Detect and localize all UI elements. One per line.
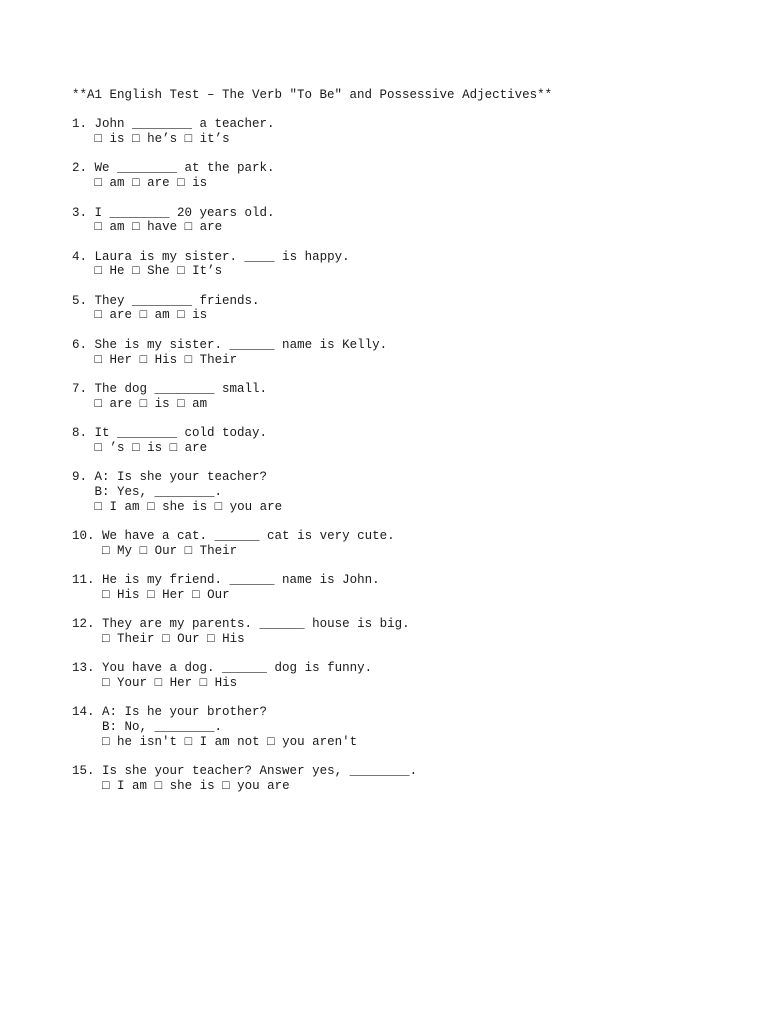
question-10 xyxy=(72,529,732,558)
question-line-text: He is my friend. ______ name is John. xyxy=(102,573,380,588)
answer-option-label: is xyxy=(192,176,208,191)
checkbox-icon[interactable]: □ xyxy=(94,440,103,455)
checkbox-icon[interactable]: □ xyxy=(169,440,178,455)
question-line-text: It ________ cold today. xyxy=(94,426,268,441)
question-line-text: A: Is she your teacher? xyxy=(94,470,268,485)
answer-option[interactable] xyxy=(147,500,207,514)
checkbox-icon[interactable]: □ xyxy=(94,220,103,235)
question-line-text: They are my parents. ______ house is big. xyxy=(102,617,410,632)
question-line-text: She is my sister. ______ name is Kelly. xyxy=(94,337,388,352)
answer-options xyxy=(72,132,732,147)
answer-options xyxy=(72,264,732,279)
answer-option-label: she is xyxy=(162,499,208,514)
question-number: 9. xyxy=(72,470,88,485)
question-number: 6. xyxy=(72,337,88,352)
answer-option[interactable] xyxy=(177,308,207,322)
question-text xyxy=(72,426,732,441)
question-14 xyxy=(72,705,732,749)
question-text xyxy=(72,117,732,132)
question-number: 8. xyxy=(72,426,88,441)
checkbox-icon[interactable]: □ xyxy=(184,543,193,558)
answer-option[interactable] xyxy=(132,176,170,190)
answer-option[interactable] xyxy=(102,779,147,793)
answer-option-label: are xyxy=(147,176,170,191)
answer-option-label: you are xyxy=(229,499,283,514)
answer-options xyxy=(72,441,732,456)
answer-option-label: I am xyxy=(109,499,140,514)
answer-options xyxy=(72,308,732,323)
question-number: 12. xyxy=(72,617,95,632)
answer-options xyxy=(72,779,732,794)
question-number: 10. xyxy=(72,528,95,543)
question-text xyxy=(72,573,732,588)
answer-options xyxy=(72,500,732,515)
question-text xyxy=(72,250,732,265)
question-line-text: We have a cat. ______ cat is very cute. xyxy=(102,528,395,543)
answer-option-label: she is xyxy=(169,778,215,793)
answer-option[interactable] xyxy=(155,676,193,690)
checkbox-icon[interactable]: □ xyxy=(177,264,185,279)
answer-option-label: He xyxy=(109,264,125,279)
checkbox-icon[interactable]: □ xyxy=(94,264,103,279)
checkbox-icon[interactable]: □ xyxy=(154,778,163,793)
checkbox-icon[interactable]: □ xyxy=(192,587,200,602)
page-title: **A1 English Test – The Verb "To Be" and Possessive Adjectives** xyxy=(72,88,553,102)
answer-option-label: His xyxy=(154,352,178,367)
answer-option-label: It’s xyxy=(192,264,223,279)
checkbox-icon[interactable]: □ xyxy=(132,220,140,235)
answer-option-label: have xyxy=(147,220,178,235)
answer-option[interactable] xyxy=(200,676,238,690)
question-text xyxy=(72,206,732,221)
question-line-text: We ________ at the park. xyxy=(94,161,275,176)
checkbox-icon[interactable]: □ xyxy=(222,778,230,793)
checkbox-icon[interactable]: □ xyxy=(177,308,185,323)
answer-option[interactable] xyxy=(102,588,140,602)
answer-options xyxy=(72,397,732,412)
checkbox-icon[interactable]: □ xyxy=(147,499,155,514)
checkbox-icon[interactable]: □ xyxy=(94,308,103,323)
checkbox-icon[interactable]: □ xyxy=(102,778,110,793)
question-line-text: They ________ friends. xyxy=(94,293,260,308)
answer-option[interactable] xyxy=(177,176,207,190)
answer-option[interactable] xyxy=(185,132,230,146)
worksheet-page xyxy=(72,88,732,808)
answer-option-label: is xyxy=(109,132,125,147)
question-text xyxy=(72,382,732,397)
answer-option[interactable] xyxy=(207,632,245,646)
answer-option[interactable] xyxy=(95,220,125,234)
answer-option-label: His xyxy=(222,631,245,646)
answer-option[interactable] xyxy=(147,588,185,602)
answer-option-label: Our xyxy=(177,631,200,646)
answer-option[interactable] xyxy=(102,735,177,749)
question-5 xyxy=(72,294,732,323)
checkbox-icon[interactable]: □ xyxy=(267,734,275,749)
answer-option-label: am xyxy=(109,176,125,191)
question-text-continued xyxy=(72,720,732,735)
question-number: 13. xyxy=(72,661,95,676)
answer-option[interactable] xyxy=(215,500,283,514)
checkbox-icon[interactable]: □ xyxy=(94,396,103,411)
checkbox-icon[interactable]: □ xyxy=(94,352,103,367)
question-8 xyxy=(72,426,732,455)
checkbox-icon[interactable]: □ xyxy=(139,396,148,411)
question-6 xyxy=(72,338,732,367)
answer-option[interactable] xyxy=(95,353,133,367)
answer-option-label: His xyxy=(214,675,238,690)
answer-option[interactable] xyxy=(102,676,147,690)
question-number: 14. xyxy=(72,705,95,720)
answer-option-label: Their xyxy=(199,543,238,558)
checkbox-icon[interactable]: □ xyxy=(184,352,193,367)
question-line-text: I ________ 20 years old. xyxy=(94,205,275,220)
answer-options xyxy=(72,735,732,750)
answer-options xyxy=(72,544,732,559)
answer-option-label: he’s xyxy=(147,132,178,147)
question-list xyxy=(72,117,732,793)
question-text-continued xyxy=(72,485,732,500)
question-12 xyxy=(72,617,732,646)
question-11 xyxy=(72,573,732,602)
answer-options xyxy=(72,353,732,368)
answer-option-label: he isn't xyxy=(117,734,178,749)
question-number: 3. xyxy=(72,205,88,220)
answer-option[interactable] xyxy=(95,441,125,455)
answer-option[interactable] xyxy=(185,544,238,558)
question-text xyxy=(72,338,732,353)
answer-option[interactable] xyxy=(185,220,223,234)
answer-options xyxy=(72,220,732,235)
question-line-text: John ________ a teacher. xyxy=(94,117,275,132)
answer-option-label: is xyxy=(192,308,208,323)
answer-options xyxy=(72,588,732,603)
answer-option-label: Your xyxy=(117,675,148,690)
checkbox-icon[interactable]: □ xyxy=(214,499,223,514)
answer-option-label: My xyxy=(117,543,133,558)
checkbox-icon[interactable]: □ xyxy=(207,631,215,646)
question-text xyxy=(72,617,732,632)
checkbox-icon[interactable]: □ xyxy=(162,631,170,646)
answer-option-label: it’s xyxy=(199,132,230,147)
answer-option-label: ’s xyxy=(109,440,125,455)
answer-option-label: am xyxy=(192,396,208,411)
question-line-text: B: No, ________. xyxy=(102,720,223,735)
answer-option[interactable] xyxy=(132,441,162,455)
checkbox-icon[interactable]: □ xyxy=(147,587,155,602)
question-text xyxy=(72,705,732,720)
answer-option[interactable] xyxy=(267,735,357,749)
answer-option[interactable] xyxy=(95,176,125,190)
answer-options xyxy=(72,632,732,647)
answer-options xyxy=(72,676,732,691)
answer-option[interactable] xyxy=(140,544,178,558)
answer-option[interactable] xyxy=(140,397,170,411)
answer-option-label: Our xyxy=(207,587,230,602)
question-line-text: Is she your teacher? Answer yes, ________. xyxy=(102,764,418,779)
answer-option[interactable] xyxy=(102,544,132,558)
checkbox-icon[interactable]: □ xyxy=(154,675,163,690)
checkbox-icon[interactable]: □ xyxy=(184,220,193,235)
answer-option[interactable] xyxy=(177,264,222,278)
answer-option-label: am xyxy=(154,308,170,323)
answer-option[interactable] xyxy=(177,397,207,411)
checkbox-icon[interactable]: □ xyxy=(139,352,148,367)
checkbox-icon[interactable]: □ xyxy=(184,734,193,749)
answer-option[interactable] xyxy=(95,500,140,514)
answer-option-label: am xyxy=(109,220,125,235)
answer-option-label: you are xyxy=(237,778,290,793)
answer-option-label: are xyxy=(109,396,133,411)
checkbox-icon[interactable]: □ xyxy=(102,734,110,749)
checkbox-icon[interactable]: □ xyxy=(184,132,193,147)
checkbox-icon[interactable]: □ xyxy=(102,543,110,558)
answer-option[interactable] xyxy=(185,353,238,367)
checkbox-icon[interactable]: □ xyxy=(94,132,103,147)
checkbox-icon[interactable]: □ xyxy=(139,308,148,323)
question-text xyxy=(72,294,732,309)
answer-option[interactable] xyxy=(155,779,215,793)
question-number: 7. xyxy=(72,381,88,396)
answer-option[interactable] xyxy=(132,264,170,278)
checkbox-icon[interactable]: □ xyxy=(94,176,103,191)
answer-option-label: you aren't xyxy=(282,734,358,749)
answer-option-label: are xyxy=(199,220,223,235)
checkbox-icon[interactable]: □ xyxy=(199,675,208,690)
question-number: 5. xyxy=(72,293,88,308)
answer-options xyxy=(72,176,732,191)
checkbox-icon[interactable]: □ xyxy=(102,631,110,646)
answer-option[interactable] xyxy=(192,588,230,602)
answer-option-label: I am not xyxy=(199,734,260,749)
answer-option[interactable] xyxy=(132,220,177,234)
question-number: 1. xyxy=(72,117,88,132)
answer-option[interactable] xyxy=(102,632,155,646)
answer-option[interactable] xyxy=(185,735,260,749)
question-line-text: B: Yes, ________. xyxy=(94,484,223,499)
answer-option[interactable] xyxy=(95,397,133,411)
checkbox-icon[interactable]: □ xyxy=(102,675,110,690)
answer-option-label: Her xyxy=(109,352,133,367)
question-line-text: A: Is he your brother? xyxy=(102,705,268,720)
checkbox-icon[interactable]: □ xyxy=(177,176,185,191)
question-number: 15. xyxy=(72,764,95,779)
question-7 xyxy=(72,382,732,411)
checkbox-icon[interactable]: □ xyxy=(139,543,148,558)
answer-option-label: I am xyxy=(117,778,148,793)
answer-option[interactable] xyxy=(140,308,170,322)
answer-option[interactable] xyxy=(170,441,208,455)
question-number: 2. xyxy=(72,161,88,176)
question-text xyxy=(72,529,732,544)
checkbox-icon[interactable]: □ xyxy=(132,132,140,147)
answer-option-label: Their xyxy=(199,352,238,367)
question-number: 4. xyxy=(72,249,88,264)
answer-option[interactable] xyxy=(95,132,125,146)
answer-option-label: are xyxy=(184,440,208,455)
question-4 xyxy=(72,250,732,279)
answer-option[interactable] xyxy=(222,779,290,793)
question-13 xyxy=(72,661,732,690)
question-line-text: The dog ________ small. xyxy=(94,381,268,396)
answer-option-label: His xyxy=(117,587,140,602)
question-text xyxy=(72,470,732,485)
answer-option-label: Her xyxy=(162,587,185,602)
answer-option[interactable] xyxy=(132,132,177,146)
answer-option-label: is xyxy=(154,396,170,411)
answer-option[interactable] xyxy=(95,264,125,278)
checkbox-icon[interactable]: □ xyxy=(132,440,140,455)
question-number: 11. xyxy=(72,573,95,588)
checkbox-icon[interactable]: □ xyxy=(94,499,103,514)
checkbox-icon[interactable]: □ xyxy=(132,264,140,279)
question-15 xyxy=(72,764,732,793)
question-9 xyxy=(72,470,732,514)
question-3 xyxy=(72,206,732,235)
checkbox-icon[interactable]: □ xyxy=(102,587,110,602)
checkbox-icon[interactable]: □ xyxy=(132,176,140,191)
answer-option-label: Their xyxy=(117,631,155,646)
question-text xyxy=(72,764,732,779)
answer-option-label: are xyxy=(109,308,133,323)
question-text xyxy=(72,161,732,176)
question-line-text: Laura is my sister. ____ is happy. xyxy=(94,249,350,264)
question-line-text: You have a dog. ______ dog is funny. xyxy=(102,661,373,676)
answer-option-label: is xyxy=(147,440,163,455)
answer-option[interactable] xyxy=(162,632,200,646)
answer-option[interactable] xyxy=(140,353,178,367)
answer-option-label: Our xyxy=(154,543,178,558)
question-text xyxy=(72,661,732,676)
answer-option-label: She xyxy=(147,264,170,279)
question-2 xyxy=(72,161,732,190)
answer-option-label: Her xyxy=(169,675,193,690)
answer-option[interactable] xyxy=(95,308,133,322)
question-1 xyxy=(72,117,732,146)
checkbox-icon[interactable]: □ xyxy=(177,396,185,411)
